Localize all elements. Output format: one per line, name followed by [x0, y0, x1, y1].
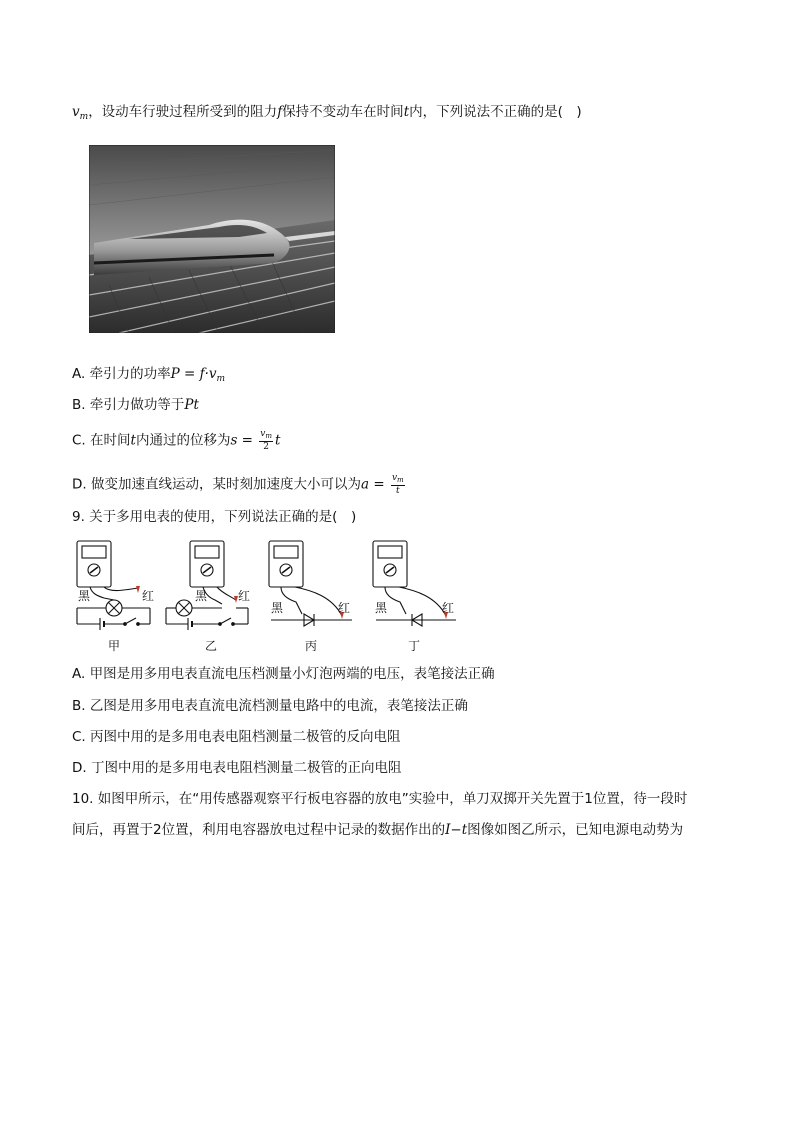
q8-option-d[interactable]: D. 做变加速直线运动，某时刻加速度大小可以为a = $\frac{v_m}{t}$: [72, 473, 404, 496]
label-black-bing: 黑: [271, 601, 284, 615]
circuit-jia: [77, 541, 150, 630]
red-probe-tips: [136, 586, 448, 619]
label-black-ding: 黑: [375, 601, 388, 615]
fraction-vm-over-2: $\frac{v_m}{2}$: [260, 429, 273, 452]
label-jia: 甲: [108, 639, 121, 653]
q8-option-b[interactable]: B. 牵引力做功等于Pt: [72, 397, 199, 413]
vm-symbol: v: [72, 104, 80, 120]
label-red-jia: 红: [142, 589, 155, 603]
q9-option-d[interactable]: D. 丁图中用的是多用电表电阻档测量二极管的正向电阻: [72, 760, 402, 776]
multimeter-circuits-figure: [70, 538, 465, 656]
q8-option-a[interactable]: A. 牵引力的功率$P = f\cdot v_m$: [72, 366, 226, 384]
q9-option-b[interactable]: B. 乙图是用多用电表直流电流档测量电路中的电流，表笔接法正确: [72, 698, 468, 714]
label-ding: 丁: [408, 639, 421, 653]
label-red-bing: 红: [338, 601, 351, 615]
label-yi: 乙: [205, 639, 218, 653]
label-red-yi: 红: [238, 589, 251, 603]
fraction-vm-over-t: $\frac{v_m}{t}$: [391, 473, 404, 496]
q8-stem: $v_m$，设动车行驶过程所受到的阻力f保持不变动车在时间t内，下列说法不正确的是( ): [72, 104, 582, 122]
bullet-train-photo: [89, 145, 335, 333]
label-black-yi: 黑: [195, 589, 208, 603]
q10-line-2: 间后，再置于2位置，利用电容器放电过程中记录的数据作出的I−t图像如图乙所示，已知电源电动势为: [72, 822, 684, 838]
label-bing: 丙: [305, 639, 318, 653]
q10-line-1: 10. 如图甲所示，在“用传感器观察平行板电容器的放电”实验中，单刀双掷开关先置于1位置，待一段时: [72, 791, 688, 807]
label-red-ding: 红: [442, 601, 455, 615]
q9-option-a[interactable]: A. 甲图是用多用电表直流电压档测量小灯泡两端的电压，表笔接法正确: [72, 666, 495, 682]
circuit-yi: [166, 541, 251, 630]
q8-option-c[interactable]: C. 在时间t内通过的位移为s = $\frac{v_m}{2}$ t: [72, 429, 281, 452]
q9-stem: 9. 关于多用电表的使用，下列说法正确的是( ): [72, 509, 357, 525]
q9-option-c[interactable]: C. 丙图中用的是多用电表电阻档测量二极管的反向电阻: [72, 729, 401, 745]
label-black-jia: 黑: [78, 589, 91, 603]
